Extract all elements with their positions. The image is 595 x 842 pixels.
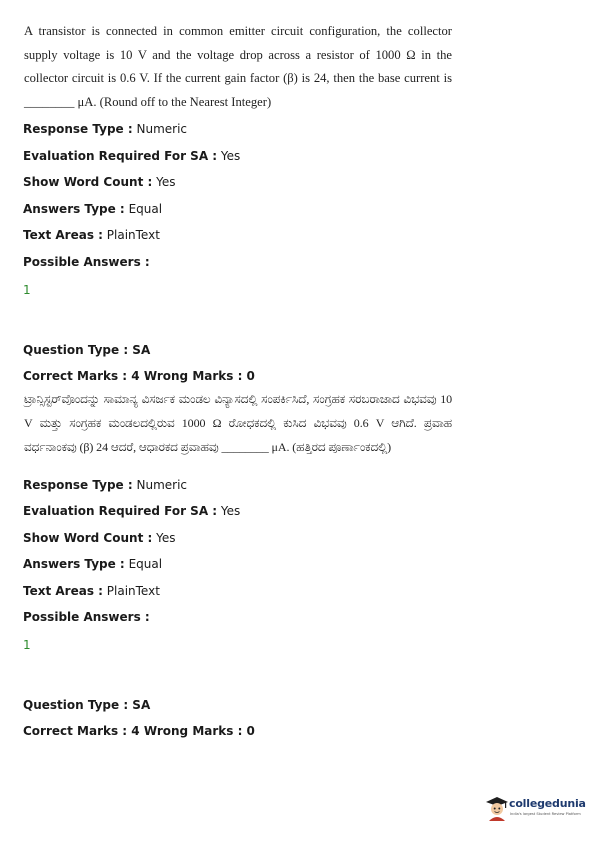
evaluation-required-row: Evaluation Required For SA : Yes xyxy=(23,504,241,518)
brand-tagline: India's largest Student Review Platform xyxy=(510,812,581,816)
mascot-icon xyxy=(484,794,510,822)
response-type-row: Response Type : Numeric xyxy=(23,122,188,136)
brand-name: collegedunia xyxy=(509,797,586,810)
text-areas-row: Text Areas : PlainText xyxy=(23,228,160,242)
question-1-text: A transistor is connected in common emitter circuit configuration, the collector supply voltage is 10 V and the voltage drop across a resistor of 1000 Ω in the collector circuit is 0.6 V. If the current gain factor (β) is 24, then the base current is ________ μA. (Round off to the Nearest Integer) xyxy=(24,24,452,109)
marks-row: Correct Marks : 4 Wrong Marks : 0 xyxy=(23,369,255,383)
answers-type-row: Answers Type : Equal xyxy=(23,557,163,571)
question-2-text: ಟ್ರಾನ್ಸಿಸ್ಟರ್‌ವೊಂದನ್ನು ಸಾಮಾನ್ಯ ವಿಸರ್ಜಕ ಮಂಡಲ ವಿನ್ಯಾಸದಲ್ಲಿ ಸಂಪರ್ಕಿಸಿದೆ, ಸಂಗ್ರಹಕ ಸರಬರಾಜಾದ ವಿಭವವು 10 V ಮತ್ತು ಸಂಗ್ರಹಕ ಮಂಡಲದಲ್ಲಿರುವ 1000 Ω ರೋಧಕದಲ್ಲಿ ಕುಸಿದ ವಿಭವವು 0.6 V ಆಗಿದೆ. ಪ್ರವಾಹ ವರ್ಧನಾಂಕವು (β) 24 ಆದರೆ, ಆಧಾರಕದ ಪ್ರವಾಹವು ________ μA. (ಹತ್ತಿರದ ಪೂರ್ಣಾಂಕದಲ್ಲಿ) xyxy=(24,392,452,454)
answers-type-row: Answers Type : Equal xyxy=(23,202,163,216)
possible-answers-label: Possible Answers : xyxy=(23,610,150,624)
response-type-row: Response Type : Numeric xyxy=(23,478,188,492)
possible-answer-value: 1 xyxy=(23,638,31,652)
marks-row: Correct Marks : 4 Wrong Marks : 0 xyxy=(23,724,255,738)
possible-answers-label: Possible Answers : xyxy=(23,255,150,269)
evaluation-required-row: Evaluation Required For SA : Yes xyxy=(23,149,241,163)
question-type-row: Question Type : SA xyxy=(23,343,151,357)
question-type-row: Question Type : SA xyxy=(23,698,151,712)
collegedunia-logo[interactable] xyxy=(484,794,584,822)
show-word-count-row: Show Word Count : Yes xyxy=(23,531,176,545)
show-word-count-row: Show Word Count : Yes xyxy=(23,175,176,189)
text-areas-row: Text Areas : PlainText xyxy=(23,584,160,598)
possible-answer-value: 1 xyxy=(23,283,31,297)
